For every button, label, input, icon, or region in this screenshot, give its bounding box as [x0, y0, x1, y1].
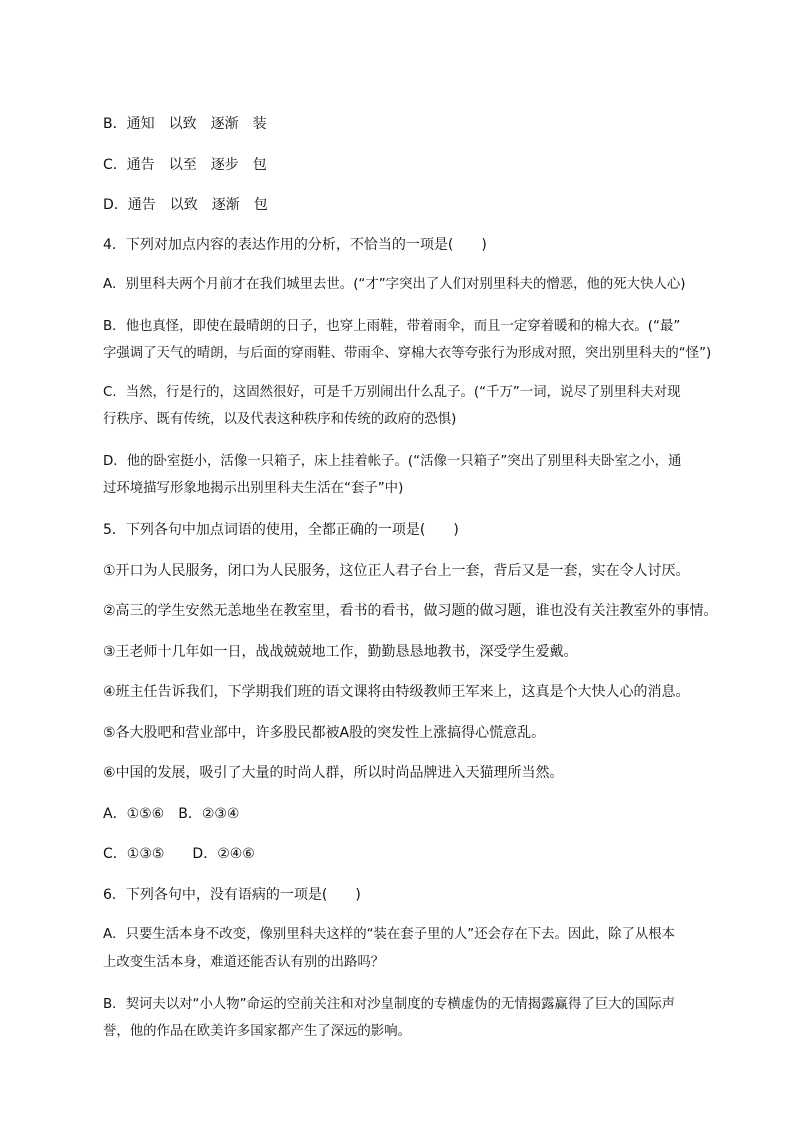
q6-option-a-line1: A．只要生活本身不改变，像别里科夫这样的“装在套子里的人”还会存在下去。因此，除了从根本	[103, 927, 676, 942]
q6-stem: 6．下列各句中，没有语病的一项是( )	[103, 887, 361, 903]
q5-options-ab: A．①⑤⑥ B．②③④	[103, 806, 240, 822]
q3-option-b: B．通知 以致 逐渐 装	[103, 116, 267, 132]
q5-stem: 5．下列各句中加点词语的使用，全都正确的一项是( )	[103, 522, 459, 538]
q4-option-d-line2: 过环境描写形象地揭示出别里科夫生活在“套子”中)	[103, 481, 404, 496]
q4-option-c-line1: C．当然，行是行的，这固然很好，可是千万别闹出什么乱子。(“千万”一词，说尽了别里科夫对现	[103, 385, 681, 400]
q5-options-cd: C．①③⑤ D．②④⑥	[103, 846, 255, 862]
q5-sentence-6: ⑥中国的发展，吸引了大量的时尚人群，所以时尚品牌进入天猫理所当然。	[103, 765, 564, 781]
q4-option-d-line1: D．他的卧室挺小，活像一只箱子，床上挂着帐子。(“活像一只箱子”突出了别里科夫卧室之小，通	[103, 454, 682, 469]
q5-sentence-5: ⑤各大股吧和营业部中，许多股民都被A股的突发性上涨搞得心慌意乱。	[103, 725, 546, 741]
q6-option-b-line1: B．契诃夫以对“小人物”命运的空前关注和对沙皇制度的专横虚伪的无情揭露赢得了巨大的国际声	[103, 997, 676, 1012]
q6-option-a-line2: 上改变生活本身，难道还能否认有别的出路吗？	[103, 955, 385, 970]
q5-sentence-2: ②高三的学生安然无恙地坐在教室里，看书的看书，做习题的做习题，谁也没有关注教室外的事情。	[103, 603, 718, 619]
q5-sentence-3: ③王老师十几年如一日，战战兢兢地工作，勤勤恳恳地教书，深受学生爱戴。	[103, 644, 578, 660]
q3-option-d: D．通告 以致 逐渐 包	[103, 197, 268, 213]
q4-stem: 4．下列对加点内容的表达作用的分析，不恰当的一项是( )	[103, 237, 487, 253]
q4-option-b-line2: 字强调了天气的晴朗，与后面的穿雨鞋、带雨伞、穿棉大衣等夸张行为形成对照，突出别里科夫的“怪”)	[103, 346, 712, 361]
q3-option-c: C．通告 以至 逐步 包	[103, 157, 267, 173]
q4-option-a: A．别里科夫两个月前才在我们城里去世。(“才”字突出了人们对别里科夫的憎恶，他的死大快人心)	[103, 277, 686, 292]
q6-option-b-line2: 誉，他的作品在欧美许多国家都产生了深远的影响。	[103, 1024, 411, 1039]
q4-option-b-line1: B．他也真怪，即使在最晴朗的日子，也穿上雨鞋，带着雨伞，而且一定穿着暖和的棉大衣。(“最”	[103, 319, 681, 334]
q5-sentence-4: ④班主任告诉我们，下学期我们班的语文课将由特级教师王军来上，这真是个大快人心的消息。	[103, 684, 690, 700]
q5-sentence-1: ①开口为人民服务，闭口为人民服务，这位正人君子台上一套，背后又是一套，实在令人讨厌。	[103, 563, 690, 579]
q4-option-c-line2: 行秩序、既有传统，以及代表这种秩序和传统的政府的恐惧)	[103, 412, 457, 427]
